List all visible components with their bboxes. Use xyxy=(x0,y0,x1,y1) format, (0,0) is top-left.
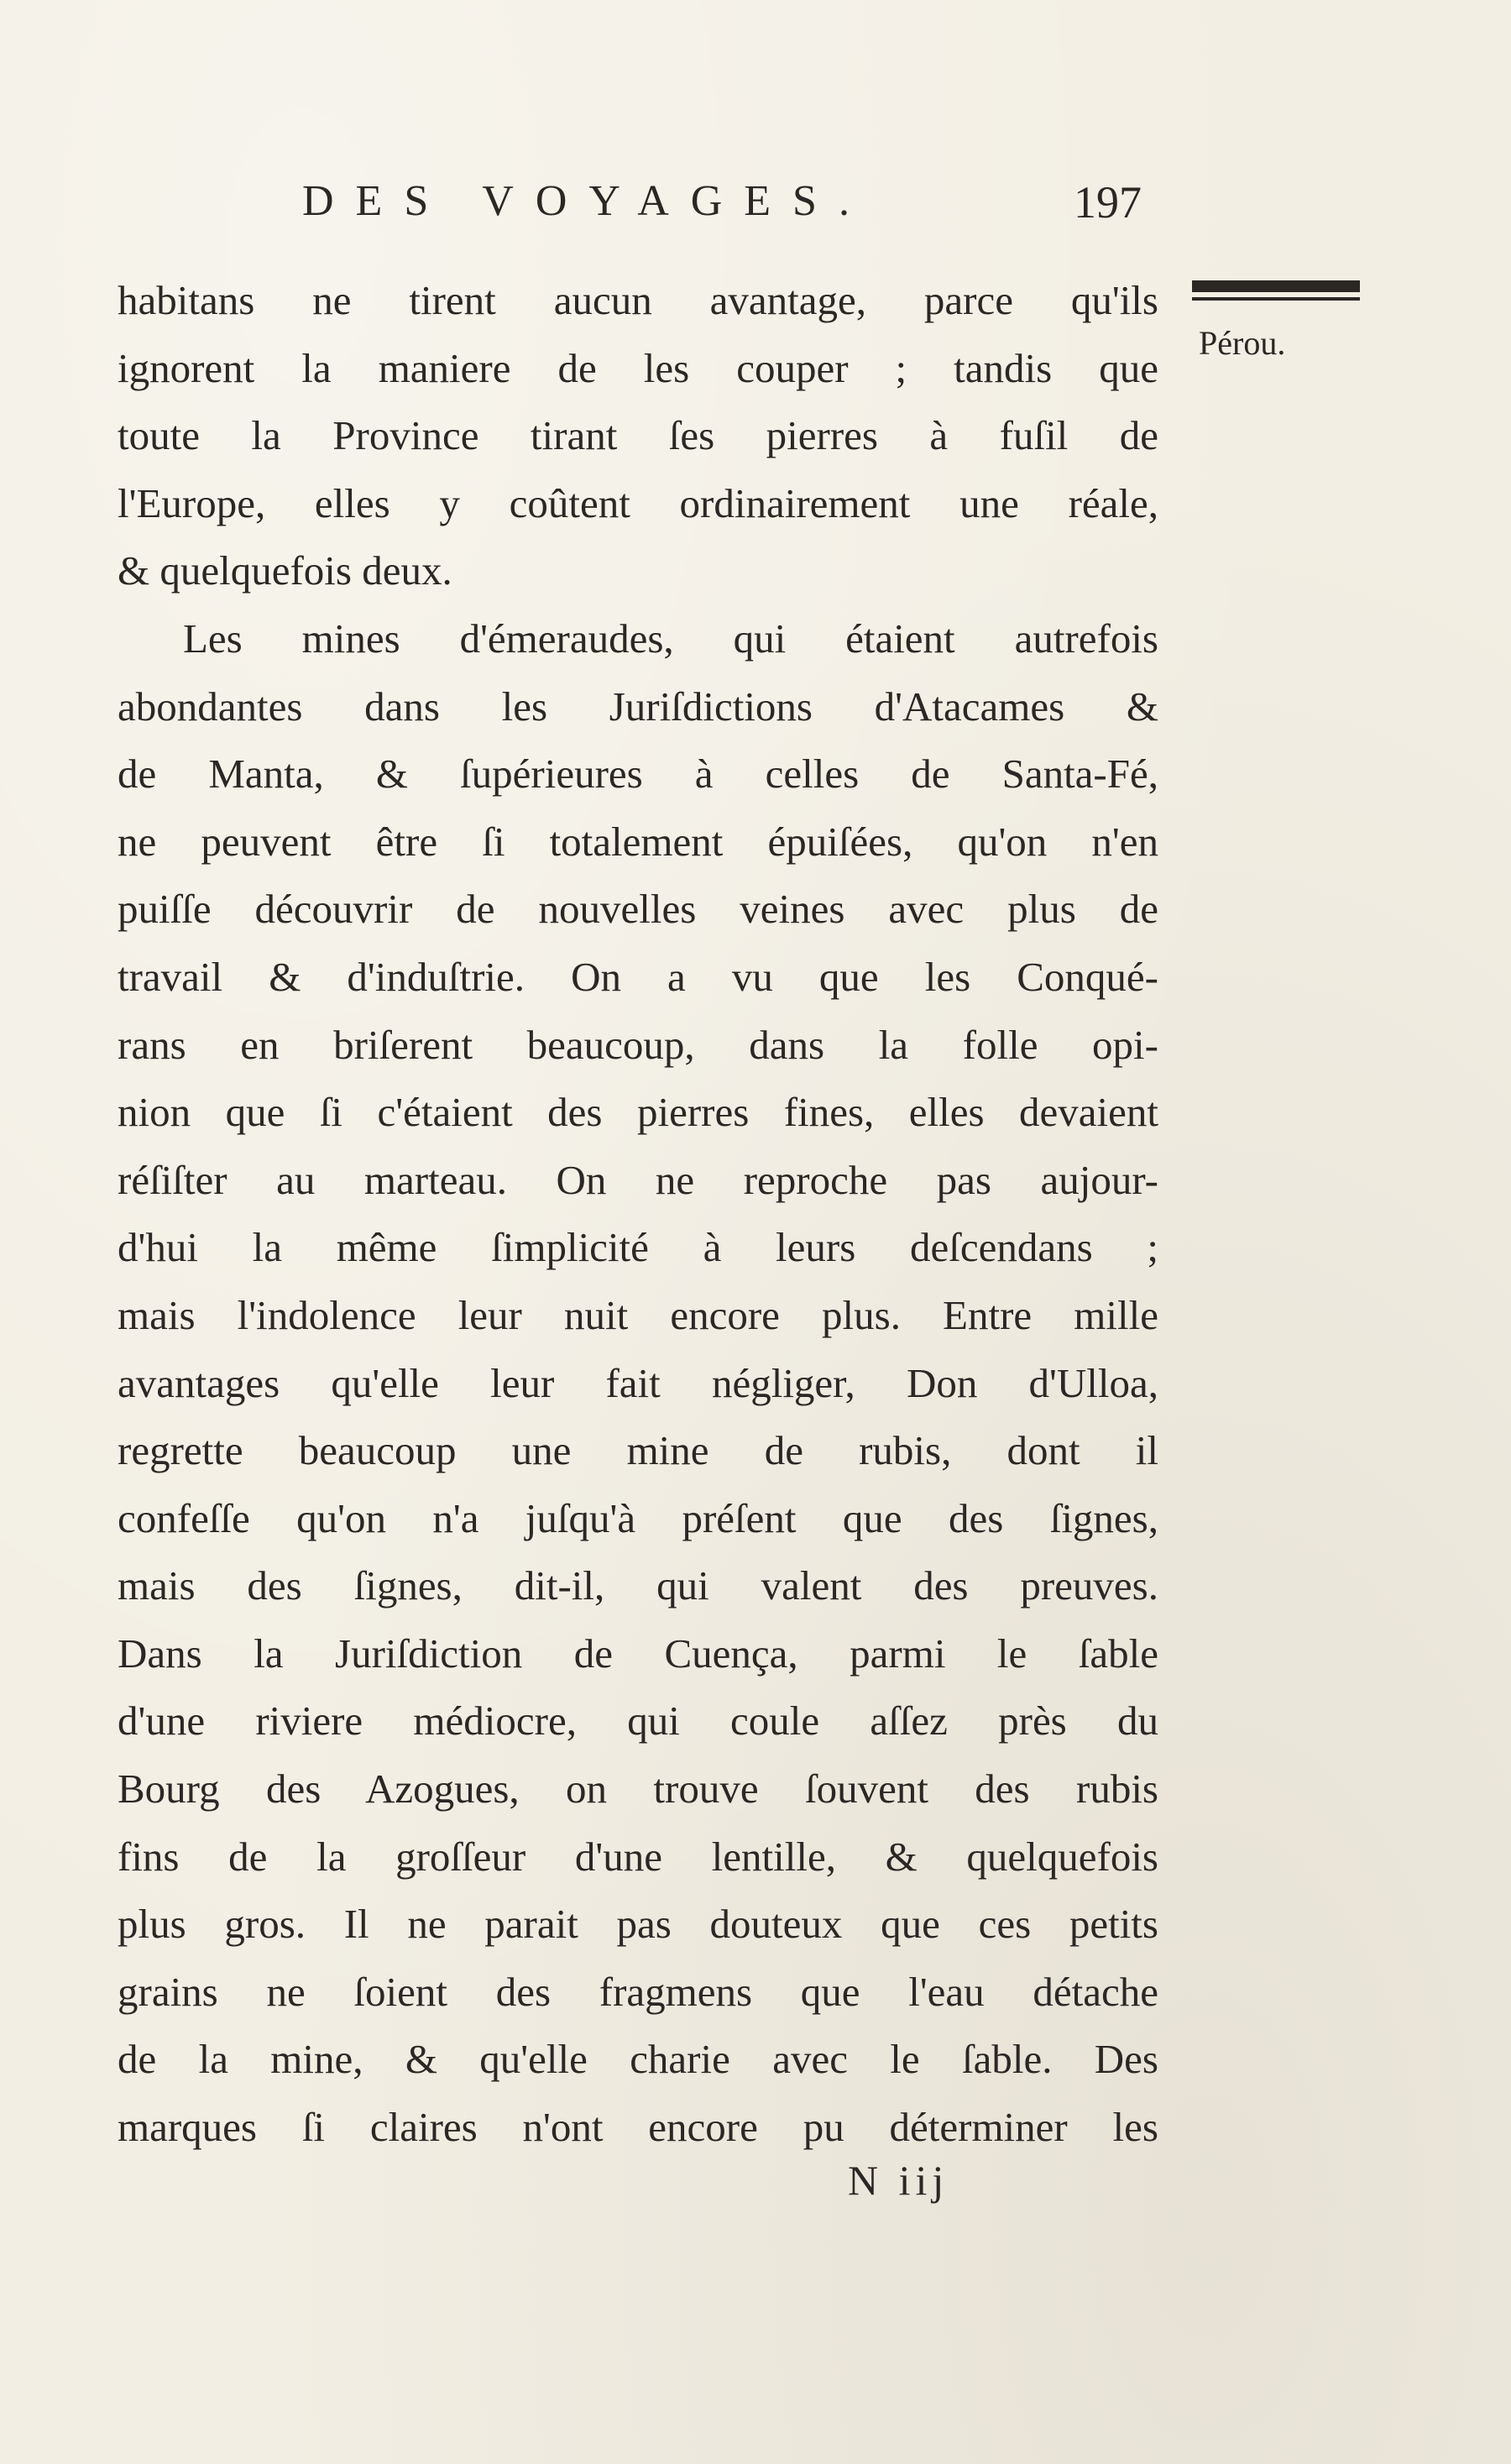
text-line: marques ſi claires n'ont encore pu déterminer les xyxy=(118,2104,1158,2151)
text-line: avantages qu'elle leur fait négliger, Don d'Ulloa, xyxy=(118,1359,1158,1406)
text-line: grains ne ſoient des fragmens que l'eau détache xyxy=(118,1968,1158,2015)
text-line: rans en briſerent beaucoup, dans la folle opi- xyxy=(118,1021,1158,1068)
text-line: de Manta, & ſupérieures à celles de Santa-Fé, xyxy=(118,751,1158,798)
text-line: toute la Province tirant ſes pierres à fuſil de xyxy=(118,412,1158,459)
text-line: de la mine, & qu'elle charie avec le ſable. Des xyxy=(118,2036,1158,2083)
text-line: Dans la Juriſdiction de Cuença, parmi le ſable xyxy=(118,1630,1158,1677)
page-number: 197 xyxy=(1074,177,1142,228)
text-line: habitans ne tirent aucun avantage, parce qu'ils xyxy=(118,277,1158,323)
margin-note: Pérou. xyxy=(1199,324,1286,362)
body-text xyxy=(118,267,1158,2162)
text-line: regrette beaucoup une mine de rubis, dont il xyxy=(118,1427,1158,1474)
text-line: mais l'indolence leur nuit encore plus. Entre mille xyxy=(118,1291,1158,1338)
text-line: mais des ſignes, dit-il, qui valent des preuves. xyxy=(118,1562,1158,1609)
text-line: abondantes dans les Juriſdictions d'Atacames & xyxy=(118,683,1158,730)
text-line: réſiſter au marteau. On ne reproche pas aujour- xyxy=(118,1156,1158,1203)
text-line: ne peuvent être ſi totalement épuiſées, qu'on n'en xyxy=(118,818,1158,865)
text-line: ignorent la maniere de les couper ; tandis que xyxy=(118,344,1158,391)
text-line: Les mines d'émeraudes, qui étaient autrefois xyxy=(183,615,1158,662)
page-header xyxy=(302,176,1142,243)
margin-rule-thin xyxy=(1192,297,1360,301)
running-title: DES VOYAGES. xyxy=(302,177,871,225)
text-line: puiſſe découvrir de nouvelles veines avec plus de xyxy=(118,886,1158,933)
text-line: Bourg des Azogues, on trouve ſouvent des rubis xyxy=(118,1766,1158,1813)
text-line: fins de la groſſeur d'une lentille, & quelquefois xyxy=(118,1833,1158,1880)
text-line: travail & d'induſtrie. On a vu que les Conqué- xyxy=(118,953,1158,1000)
text-line: & quelquefois deux. xyxy=(118,547,452,594)
text-line: plus gros. Il ne parait pas douteux que ces petits xyxy=(118,1901,1158,1948)
text-line: d'une riviere médiocre, qui coule aſſez près du xyxy=(118,1698,1158,1745)
margin-rule xyxy=(1192,280,1360,292)
text-line: nion que ſi c'étaient des pierres fines, elles devaient xyxy=(118,1089,1158,1136)
text-line: d'hui la même ſimplicité à leurs deſcendans ; xyxy=(118,1224,1158,1271)
text-line: l'Europe, elles y coûtent ordinairement une réale, xyxy=(118,479,1158,526)
text-line: confeſſe qu'on n'a juſqu'à préſent que des ſignes, xyxy=(118,1494,1158,1541)
signature-mark: N iij xyxy=(848,2157,949,2204)
